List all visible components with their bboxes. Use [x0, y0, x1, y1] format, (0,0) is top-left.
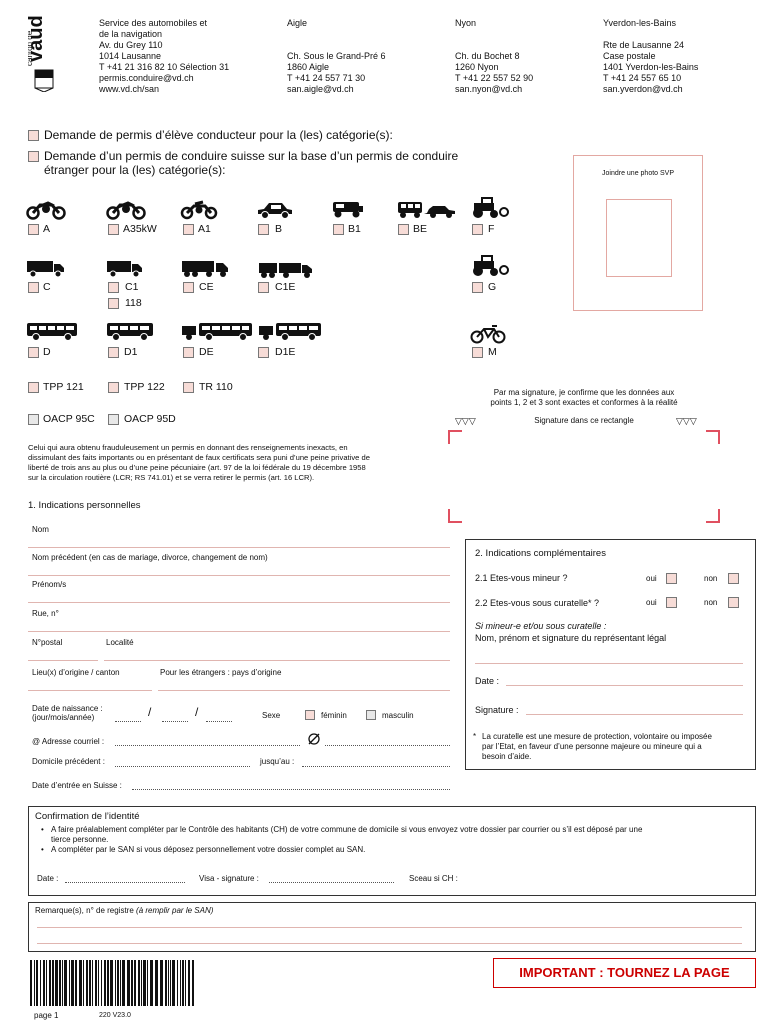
fraud-warning-line: sur la circulation routière (LCR; RS 741.01) et se verra retirer le permis (art. 16 LCR). — [28, 473, 315, 482]
category-a-checkbox[interactable] — [28, 224, 39, 235]
fraud-warning-line: dissimulant des faits importants ou en présentant de faux certificats sera puni d’une peine privative de — [28, 453, 370, 462]
car-trailer-icon — [397, 200, 457, 220]
barcode-bar — [46, 960, 47, 1006]
barcode-bar — [110, 960, 113, 1006]
category-d-checkbox[interactable] — [28, 347, 39, 358]
important-notice — [493, 958, 756, 988]
barcode-bar — [170, 960, 171, 1006]
rue-field[interactable] — [28, 631, 450, 632]
legal-rep-field[interactable] — [475, 663, 743, 664]
office-line: Nyon — [455, 18, 477, 28]
svg-text:vaud: vaud — [28, 15, 47, 62]
category-tpp121-checkbox[interactable] — [28, 382, 39, 393]
vaud-logo — [28, 14, 58, 92]
barcode-bar — [117, 960, 119, 1006]
domicile-precedent-field[interactable] — [115, 766, 250, 767]
category-ce-label: CE — [199, 281, 214, 293]
barcode-icon — [30, 960, 195, 1006]
light-truck-trailer-icon — [258, 261, 314, 279]
office-line: san.yverdon@vd.ch — [603, 84, 683, 94]
category-d1-checkbox[interactable] — [108, 347, 119, 358]
category-d-label: D — [43, 346, 51, 358]
category-tpp122-checkbox[interactable] — [108, 382, 119, 393]
category-oacp95c-checkbox[interactable] — [28, 414, 39, 425]
signature-confirm-line: points 1, 2 et 3 sont exactes et conformes à la réalité — [490, 398, 678, 407]
minor-oui-label: oui — [646, 574, 657, 583]
car-icon — [256, 200, 294, 220]
signature-arrows-right: ▽▽▽ — [676, 416, 697, 426]
naissance-format-label: (jour/mois/année) — [32, 713, 95, 722]
localite-field[interactable] — [104, 660, 450, 661]
tractor-icon — [470, 255, 508, 278]
office-line: Ch. du Bochet 8 — [455, 51, 520, 61]
comp-date-label: Date : — [475, 676, 500, 686]
masculin-checkbox[interactable] — [366, 710, 376, 720]
office-line: Av. du Grey 110 — [99, 40, 163, 50]
remarks-label-italic: (à remplir par le SAN) — [136, 906, 214, 915]
no-email-icon[interactable] — [307, 732, 321, 746]
comp-date-field[interactable] — [506, 685, 743, 686]
category-tr110-label: TR 110 — [199, 381, 233, 393]
email-label: @ Adresse courriel : — [32, 737, 105, 746]
minibus-icon — [106, 321, 154, 342]
important-notice-text: IMPORTANT : TOURNEZ LA PAGE — [519, 965, 730, 980]
barcode-bar — [147, 960, 148, 1006]
pays-origine-label: Pour les étrangers : pays d’origine — [160, 668, 282, 677]
curatelle-note-line: besoin d’aide. — [482, 752, 532, 761]
category-be-label: BE — [413, 223, 428, 235]
prenom-label: Prénom/s — [32, 580, 67, 589]
category-b-checkbox[interactable] — [258, 224, 269, 235]
light-truck-icon — [106, 259, 144, 279]
identity-box — [28, 806, 756, 896]
barcode-bar — [98, 960, 99, 1006]
category-118-checkbox[interactable] — [108, 298, 119, 309]
barcode-bar — [104, 960, 106, 1006]
motorcycle-icon — [106, 198, 146, 220]
form-code: 220 V23.0 — [99, 1012, 131, 1019]
signature-arrows-left: ▽▽▽ — [455, 416, 476, 426]
photo-label: Joindre une photo SVP — [602, 170, 674, 177]
barcode-bar — [182, 960, 184, 1006]
office-line: Aigle — [287, 18, 308, 28]
barcode-bar — [172, 960, 175, 1006]
truck-icon — [26, 259, 66, 279]
comp-signature-label: Signature : — [475, 705, 519, 715]
remarks-field-2[interactable] — [37, 943, 742, 944]
identity-instruction: • A compléter par le SAN si vous déposez personnellement votre dossier complet au SAN. — [39, 845, 744, 855]
fraud-warning-line: liberté de trois ans au plus ou d’une peine pécuniaire (art. 97 de la loi fédérale du 19 décembre 1958 — [28, 463, 366, 472]
category-a1-checkbox[interactable] — [183, 224, 194, 235]
jusqu-label: jusqu’au : — [260, 757, 295, 766]
identity-sceau-label: Sceau si CH : — [409, 874, 458, 883]
barcode-bar — [160, 960, 163, 1006]
category-c-label: C — [43, 281, 51, 293]
curatelle-oui-checkbox[interactable] — [666, 597, 677, 608]
barcode-bar — [83, 960, 84, 1006]
identity-visa-label: Visa - signature : — [199, 874, 259, 883]
complementary-title: 2. Indications complémentaires — [475, 548, 606, 559]
localite-label: Localité — [106, 638, 134, 647]
signature-corner-tr — [706, 430, 720, 444]
barcode-bar — [52, 960, 54, 1006]
barcode-bar — [107, 960, 109, 1006]
office-line: permis.conduire@vd.ch — [99, 73, 194, 83]
fraud-warning-line: Celui qui aura obtenu frauduleusement un permis en donnant des renseignements inexacts, en — [28, 443, 348, 452]
legal-rep-label: Nom, prénom et signature du représentant légal — [475, 633, 667, 643]
category-b-label: B — [275, 223, 283, 235]
remarks-field-1[interactable] — [37, 927, 742, 928]
barcode-bar — [131, 960, 133, 1006]
category-a1-label: A1 — [198, 223, 211, 235]
barcode-bar — [59, 960, 61, 1006]
barcode-bar — [69, 960, 70, 1006]
barcode-bar — [92, 960, 93, 1006]
barcode-bar — [101, 960, 102, 1006]
birth-slash-1: / — [148, 705, 152, 719]
minor-non-label: non — [704, 574, 718, 583]
category-a35kw-checkbox[interactable] — [108, 224, 119, 235]
masculin-label: masculin — [382, 711, 414, 720]
category-a35kw-label: A35kW — [123, 223, 157, 235]
office-line: Ch. Sous le Grand-Pré 6 — [287, 51, 386, 61]
identity-date-label: Date : — [37, 874, 59, 883]
office-line: 1860 Aigle — [287, 62, 330, 72]
barcode-bar — [120, 960, 121, 1006]
birth-year-field[interactable] — [206, 721, 232, 722]
office-line: san.aigle@vd.ch — [287, 84, 354, 94]
student-permit-label: Demande de permis d’élève conducteur pour la (les) catégorie(s): — [44, 128, 393, 142]
category-c1-checkbox[interactable] — [108, 282, 119, 293]
office-aigle — [287, 18, 447, 95]
barcode-bar — [79, 960, 82, 1006]
curatelle-note-line: La curatelle est une mesure de protection, volontaire ou imposée — [482, 732, 712, 741]
barcode-bar — [127, 960, 130, 1006]
email-field-2[interactable] — [325, 745, 450, 746]
signature-confirmation — [448, 388, 720, 408]
feminin-checkbox[interactable] — [305, 710, 315, 720]
foreign-permit-label-1: Demande d’un permis de conduire suisse sur la base d’un permis de conduire — [44, 149, 459, 163]
curatelle-note-line: par l’Etat, en faveur d’une personne majeure ou mineure qui a — [482, 742, 702, 751]
office-line: T +41 22 557 52 90 — [455, 73, 534, 83]
barcode-bar — [62, 960, 63, 1006]
curatelle-oui-label: oui — [646, 598, 657, 607]
complementary-box — [465, 539, 756, 770]
barcode-bar — [165, 960, 167, 1006]
office-line: T +41 21 316 82 10 Sélection 31 — [99, 62, 230, 72]
barcode-bar — [49, 960, 51, 1006]
barcode-bar — [40, 960, 41, 1006]
student-permit-checkbox[interactable] — [28, 130, 39, 141]
curatelle-note-star: * — [473, 732, 477, 741]
office-line: san.nyon@vd.ch — [455, 84, 523, 94]
nom-precedent-label: Nom précédent (en cas de mariage, divorce, changement de nom) — [32, 553, 268, 562]
barcode-bar — [30, 960, 32, 1006]
personal-section-title: 1. Indications personnelles — [28, 500, 141, 511]
birth-month-field[interactable] — [162, 721, 188, 722]
barcode-bar — [141, 960, 142, 1006]
minor-oui-checkbox[interactable] — [666, 573, 677, 584]
category-c1e-checkbox[interactable] — [258, 282, 269, 293]
signature-corner-tl — [448, 430, 462, 444]
nom-label: Nom — [32, 525, 49, 534]
barcode-bar — [177, 960, 178, 1006]
barcode-bar — [71, 960, 74, 1006]
motorcycle-icon — [26, 198, 66, 220]
birth-day-field[interactable] — [115, 721, 141, 722]
category-m-checkbox[interactable] — [472, 347, 483, 358]
quad-icon — [331, 199, 365, 220]
barcode-bar — [34, 960, 35, 1006]
office-yverdon — [603, 18, 753, 95]
category-d1e-label: D1E — [275, 346, 296, 358]
barcode-bar — [115, 960, 116, 1006]
email-field[interactable] — [115, 745, 300, 746]
identity-instructions — [39, 825, 744, 855]
photo-inner-frame — [606, 199, 672, 277]
category-b1-checkbox[interactable] — [333, 224, 344, 235]
signature-corner-br — [706, 509, 720, 523]
barcode-bar — [36, 960, 38, 1006]
barcode-bar — [134, 960, 136, 1006]
barcode-bar — [185, 960, 186, 1006]
category-de-label: DE — [199, 346, 214, 358]
category-tr110-checkbox[interactable] — [183, 382, 194, 393]
office-line: Rte de Lausanne 24 — [603, 40, 685, 50]
comp-signature-field[interactable] — [526, 714, 743, 715]
curatelle-non-checkbox[interactable] — [728, 597, 739, 608]
category-m-label: M — [488, 346, 497, 358]
category-d1e-checkbox[interactable] — [258, 347, 269, 358]
identity-title: Confirmation de l’identité — [35, 811, 140, 822]
rue-label: Rue, n° — [32, 609, 59, 618]
category-g-label: G — [488, 281, 497, 293]
category-tpp121-label: TPP 121 — [43, 381, 84, 393]
identity-instruction: • A faire préalablement compléter par le Contrôle des habitants (CH) de votre commune de domicile si vous envoyez votre dossier par courrier ou s’il est déposé par une tierce personne. — [39, 825, 744, 845]
minibus-trailer-icon — [258, 321, 322, 342]
office-line: T +41 24 557 65 10 — [603, 73, 682, 83]
barcode-bar — [168, 960, 169, 1006]
minor-non-checkbox[interactable] — [728, 573, 739, 584]
barcode-bar — [55, 960, 58, 1006]
entree-suisse-label: Date d’entrée en Suisse : — [32, 781, 122, 790]
barcode-bar — [192, 960, 194, 1006]
category-g-checkbox[interactable] — [472, 282, 483, 293]
naissance-label: Date de naissance : — [32, 704, 103, 713]
moped-icon — [470, 324, 506, 344]
tractor-icon — [470, 197, 508, 220]
category-f-label: F — [488, 223, 495, 235]
nom-field[interactable] — [28, 547, 450, 548]
barcode-bar — [188, 960, 190, 1006]
category-b1-label: B1 — [348, 223, 361, 235]
remarks-label — [35, 906, 213, 916]
minor-question: 2.1 Etes-vous mineur ? — [475, 573, 568, 583]
pays-origine-field[interactable] — [158, 690, 450, 691]
barcode-bar — [89, 960, 91, 1006]
barcode-bar — [150, 960, 153, 1006]
barcode-bar — [122, 960, 125, 1006]
office-nyon — [455, 18, 595, 95]
barcode-bar — [64, 960, 67, 1006]
sexe-label: Sexe — [262, 711, 281, 720]
fraud-warning — [28, 443, 438, 483]
npa-field[interactable] — [28, 660, 98, 661]
office-line: T +41 24 557 71 30 — [287, 73, 366, 83]
curatelle-question: 2.2 Etes-vous sous curatelle* ? — [475, 598, 600, 608]
remarks-label-text: Remarque(s), n° de registre — [35, 906, 134, 915]
domicile-precedent-label: Domicile précédent : — [32, 757, 105, 766]
truck-trailer-icon — [181, 259, 231, 279]
category-c-checkbox[interactable] — [28, 282, 39, 293]
origine-field[interactable] — [28, 690, 152, 691]
npa-label: N°postal — [32, 638, 63, 647]
barcode-bar — [155, 960, 158, 1006]
office-line: de la navigation — [99, 29, 163, 39]
office-line: 1401 Yverdon-les-Bains — [603, 62, 699, 72]
birth-slash-2: / — [195, 705, 199, 719]
light-motorcycle-icon — [181, 198, 217, 220]
remarks-box — [28, 902, 756, 952]
barcode-bar — [180, 960, 181, 1006]
vaud-logo-mark — [28, 14, 58, 92]
signature-corner-bl — [448, 509, 462, 523]
category-f-checkbox[interactable] — [472, 224, 483, 235]
bus-icon — [26, 321, 78, 342]
office-line: Yverdon-les-Bains — [603, 18, 677, 28]
barcode-bar — [95, 960, 97, 1006]
feminin-label: féminin — [321, 711, 347, 720]
office-line: 1014 Lausanne — [99, 51, 162, 61]
signature-box[interactable] — [448, 430, 720, 523]
barcode-bar — [143, 960, 146, 1006]
svg-text:canton de: canton de — [28, 30, 34, 66]
entree-suisse-field[interactable] — [132, 789, 450, 790]
category-a-label: A — [43, 223, 51, 235]
nom-precedent-field[interactable] — [28, 575, 450, 576]
category-c1e-label: C1E — [275, 281, 296, 293]
photo-box[interactable] — [573, 155, 703, 311]
category-tpp122-label: TPP 122 — [124, 381, 165, 393]
minor-curatelle-note: Si mineur-e et/ou sous curatelle : — [475, 621, 607, 631]
office-line: Case postale — [603, 51, 656, 61]
barcode-bar — [138, 960, 140, 1006]
category-oacp95d-checkbox[interactable] — [108, 414, 119, 425]
bus-trailer-icon — [181, 321, 253, 342]
barcode-bar — [75, 960, 77, 1006]
category-oacp95d-label: OACP 95D — [124, 413, 176, 425]
curatelle-non-label: non — [704, 598, 718, 607]
category-oacp95c-label: OACP 95C — [43, 413, 95, 425]
page-number: page 1 — [34, 1011, 59, 1020]
category-d1-label: D1 — [124, 346, 138, 358]
foreign-permit-label-2: étranger pour la (les) catégorie(s): — [44, 163, 226, 177]
signature-box-label: Signature dans ce rectangle — [534, 416, 634, 425]
barcode-bar — [43, 960, 45, 1006]
office-line: Service des automobiles et — [99, 18, 208, 28]
category-be-checkbox[interactable] — [398, 224, 409, 235]
prenom-field[interactable] — [28, 602, 450, 603]
curatelle-note — [482, 732, 752, 762]
category-ce-checkbox[interactable] — [183, 282, 194, 293]
office-line: www.vd.ch/san — [99, 84, 160, 94]
category-118-label: 118 — [125, 297, 142, 309]
origine-label: Lieu(x) d’origine / canton — [32, 668, 120, 677]
signature-confirm-line: Par ma signature, je confirme que les données aux — [493, 388, 675, 397]
office-san — [99, 18, 279, 95]
identity-visa-field[interactable] — [269, 882, 394, 883]
barcode-bar — [86, 960, 88, 1006]
office-line: 1260 Nyon — [455, 62, 499, 72]
foreign-permit-checkbox[interactable] — [28, 151, 39, 162]
category-de-checkbox[interactable] — [183, 347, 194, 358]
identity-date-field[interactable] — [65, 882, 185, 883]
category-c1-label: C1 — [125, 281, 139, 293]
jusqu-field[interactable] — [302, 766, 450, 767]
